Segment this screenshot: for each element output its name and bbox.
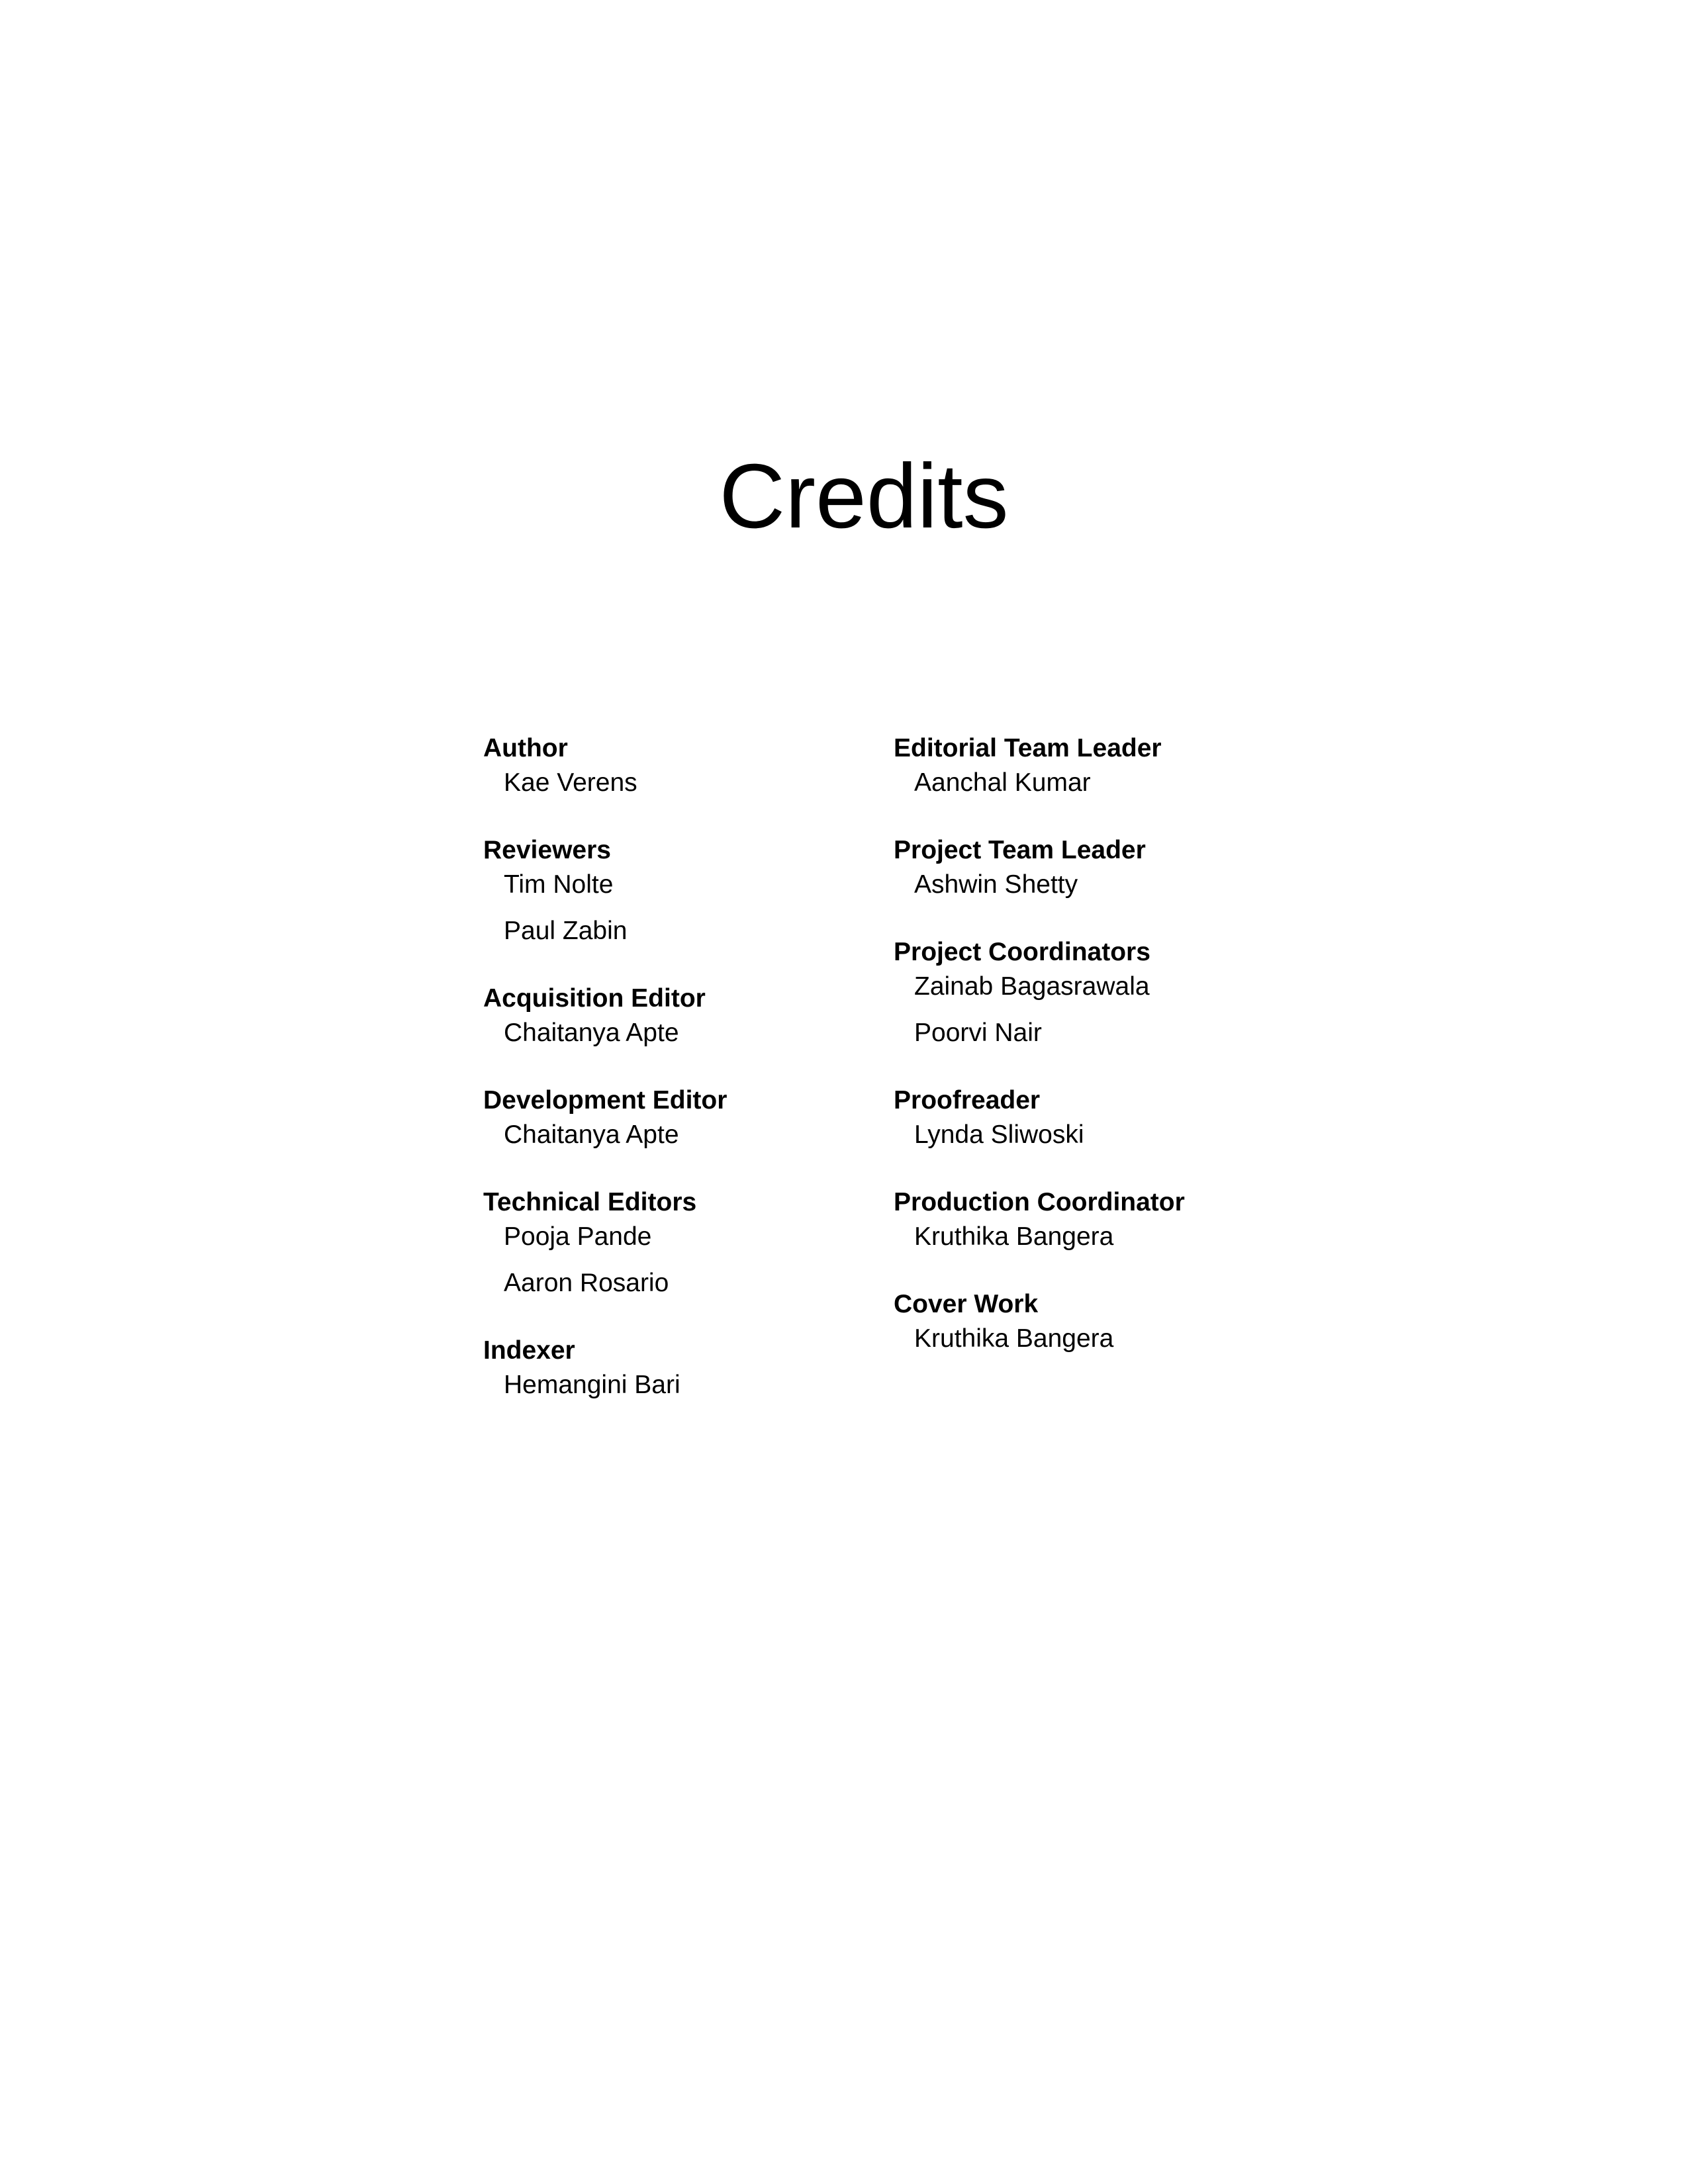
role-label: Reviewers bbox=[483, 836, 611, 864]
credit-section-cover-work bbox=[894, 1287, 1304, 1356]
role-label: Development Editor bbox=[483, 1086, 727, 1115]
role-label: Cover Work bbox=[894, 1290, 1039, 1318]
person-name: Chaitanya Apte bbox=[504, 1019, 679, 1047]
credit-section-project-team-leader bbox=[894, 833, 1304, 902]
person-name: Pooja Pande bbox=[504, 1222, 652, 1251]
role-label: Proofreader bbox=[894, 1086, 1041, 1115]
page-title: Credits bbox=[719, 445, 1009, 547]
person-name: Lynda Sliwoski bbox=[914, 1120, 1084, 1149]
person-name: Ashwin Shetty bbox=[914, 870, 1078, 899]
person-name: Poorvi Nair bbox=[914, 1019, 1042, 1047]
person-name: Zainab Bagasrawala bbox=[914, 972, 1150, 1001]
credits-left-column bbox=[483, 731, 854, 1435]
person-name: Aanchal Kumar bbox=[914, 768, 1091, 797]
credit-section-indexer bbox=[483, 1334, 854, 1402]
credit-section-editorial-team-leader bbox=[894, 731, 1304, 800]
person-name: Kruthika Bangera bbox=[914, 1324, 1114, 1353]
credit-section-author bbox=[483, 731, 854, 800]
role-label: Indexer bbox=[483, 1336, 575, 1365]
credit-section-acquisition-editor bbox=[483, 981, 854, 1050]
person-name: Aaron Rosario bbox=[504, 1269, 669, 1297]
role-label: Project Coordinators bbox=[894, 938, 1150, 966]
role-label: Acquisition Editor bbox=[483, 984, 706, 1013]
credit-section-development-editor bbox=[483, 1083, 854, 1152]
role-label: Editorial Team Leader bbox=[894, 734, 1162, 762]
credit-section-reviewers bbox=[483, 833, 854, 948]
credit-section-proofreader bbox=[894, 1083, 1304, 1152]
role-label: Technical Editors bbox=[483, 1188, 697, 1216]
person-name: Kruthika Bangera bbox=[914, 1222, 1114, 1251]
person-name: Paul Zabin bbox=[504, 917, 628, 945]
person-name: Tim Nolte bbox=[504, 870, 614, 899]
credit-section-production-coordinator bbox=[894, 1185, 1304, 1254]
credits-right-column bbox=[894, 731, 1304, 1389]
role-label: Production Coordinator bbox=[894, 1188, 1185, 1216]
person-name: Chaitanya Apte bbox=[504, 1120, 679, 1149]
person-name: Kae Verens bbox=[504, 768, 637, 797]
person-name: Hemangini Bari bbox=[504, 1371, 680, 1399]
role-label: Author bbox=[483, 734, 568, 762]
credit-section-project-coordinators bbox=[894, 935, 1304, 1050]
role-label: Project Team Leader bbox=[894, 836, 1146, 864]
credit-section-technical-editors bbox=[483, 1185, 854, 1300]
